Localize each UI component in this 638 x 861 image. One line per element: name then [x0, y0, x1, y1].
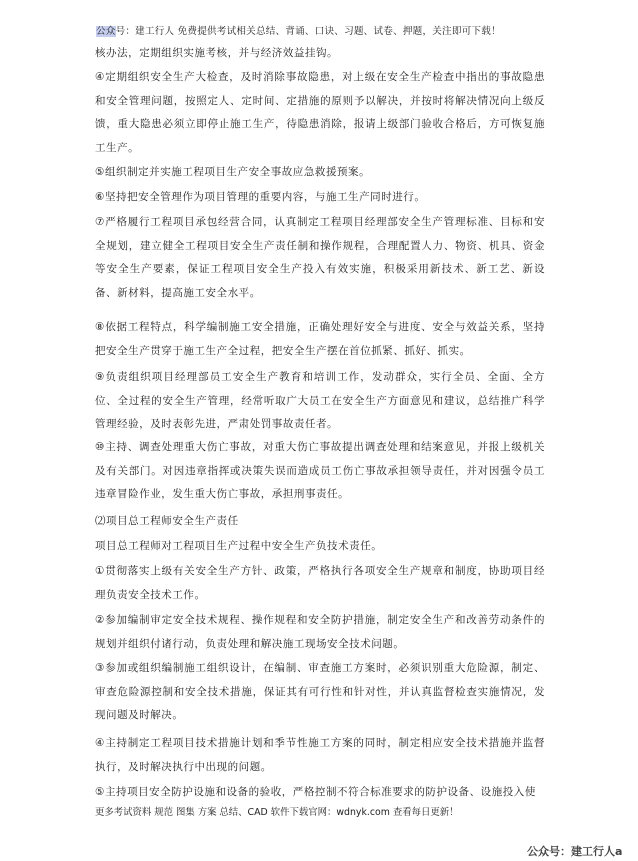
- paragraph-7: ⑩主持、调查处理重大伤亡事故，对重大伤亡事故提出调查处理和结案意见，并报上级机关及有关部门。对因违章指挥或决策失误而造成员工伤亡事故承担领导责任，并对因强令员工违章冒险作业，发生重大伤亡事故，承担刑事责任。: [95, 441, 545, 501]
- wechat-watermark: 公众号：建工行人a: [527, 845, 623, 858]
- download-footer: 更多考试资料 规范 图集 方案 总结、CAD 软件下载官网：wdnyk.com 查看每日更新！: [95, 807, 459, 818]
- paragraph-3: ⑥坚持把安全管理作为项目管理的重要内容，与施工生产同时进行。: [95, 191, 426, 203]
- paragraph-4: ⑦严格履行工程项目承包经营合同，认真制定工程项目经理部安全生产管理标准、目标和安全规划，建立健全工程项目安全生产责任制和操作规程，合理配置人力、物资、机具、资金等安全生产要素，保证工程项目安全生产投入有效实施，积极采用新技术、新工艺、新设备、新材料，提高施工安全水平。: [95, 216, 545, 299]
- paragraph-0: 核办法，定期组织实施考核，并与经济效益挂钩。: [95, 47, 339, 59]
- paragraph-11: ②参加编制审定安全技术规程、操作规程和安全防护措施，制定安全生产和改善劳动条件的规划并组织付诸行动，负责处理和解决施工现场安全技术问题。: [95, 614, 545, 650]
- paragraph-6: ⑨负责组织项目经理部员工安全生产教育和培训工作，发动群众，实行全员、全面、全方位、全过程的安全生产管理，经常听取广大员工在安全生产方面意见和建议，总结推广科学管理经验，及时表彰先进，严肃处罚事故责任者。: [95, 371, 545, 431]
- section-heading: ⑵项目总工程师安全生产责任: [95, 515, 239, 527]
- header-text: 号：建工行人 免费提供考试相关总结、背诵、口诀、习题、试卷、押题，关注即可下载！: [115, 26, 501, 37]
- header-highlight: 公众: [96, 26, 116, 37]
- paragraph-2: ⑤组织制定并实施工程项目生产安全事故应急救援预案。: [95, 166, 371, 178]
- paragraph-13: ④主持制定工程项目技术措施计划和季节性施工方案的同时，制定相应安全技术措施并监督执行，及时解决执行中出现的问题。: [95, 737, 545, 773]
- paragraph-9: 项目总工程师对工程项目生产过程中安全生产负技术责任。: [95, 540, 383, 552]
- promo-header: [96, 26, 616, 38]
- paragraph-14: ⑤主持项目安全防护设施和设备的验收，严格控制不符合标准要求的防护设备、设施投入使: [95, 786, 536, 798]
- paragraph-10: ①贯彻落实上级有关安全生产方针、政策，严格执行各项安全生产规章和制度，协助项目经理负责安全技术工作。: [95, 565, 545, 601]
- paragraph-12: ③参加或组织编制施工组织设计，在编制、审查施工方案时，必须识别重大危险源，制定、审查危险源控制和安全技术措施，保证其有可行性和针对性，并认真监督检查实施情况，发现问题及时解决。: [95, 662, 545, 722]
- paragraph-5: ⑧依据工程特点，科学编制施工安全措施，正确处理好安全与进度、安全与效益关系，坚持把安全生产贯穿于施工生产全过程，把安全生产摆在首位抓紧、抓好、抓实。: [95, 321, 545, 357]
- paragraph-1: ④定期组织安全生产大检查，及时消除事故隐患，对上级在安全生产检查中指出的事故隐患和安全管理问题，按照定人、定时间、定措施的原则予以解决，并按时将解决情况向上级反馈，重大隐患必须立即停止施工生产，待隐患消除，报请上级部门验收合格后，方可恢复施工生产。: [95, 71, 545, 154]
